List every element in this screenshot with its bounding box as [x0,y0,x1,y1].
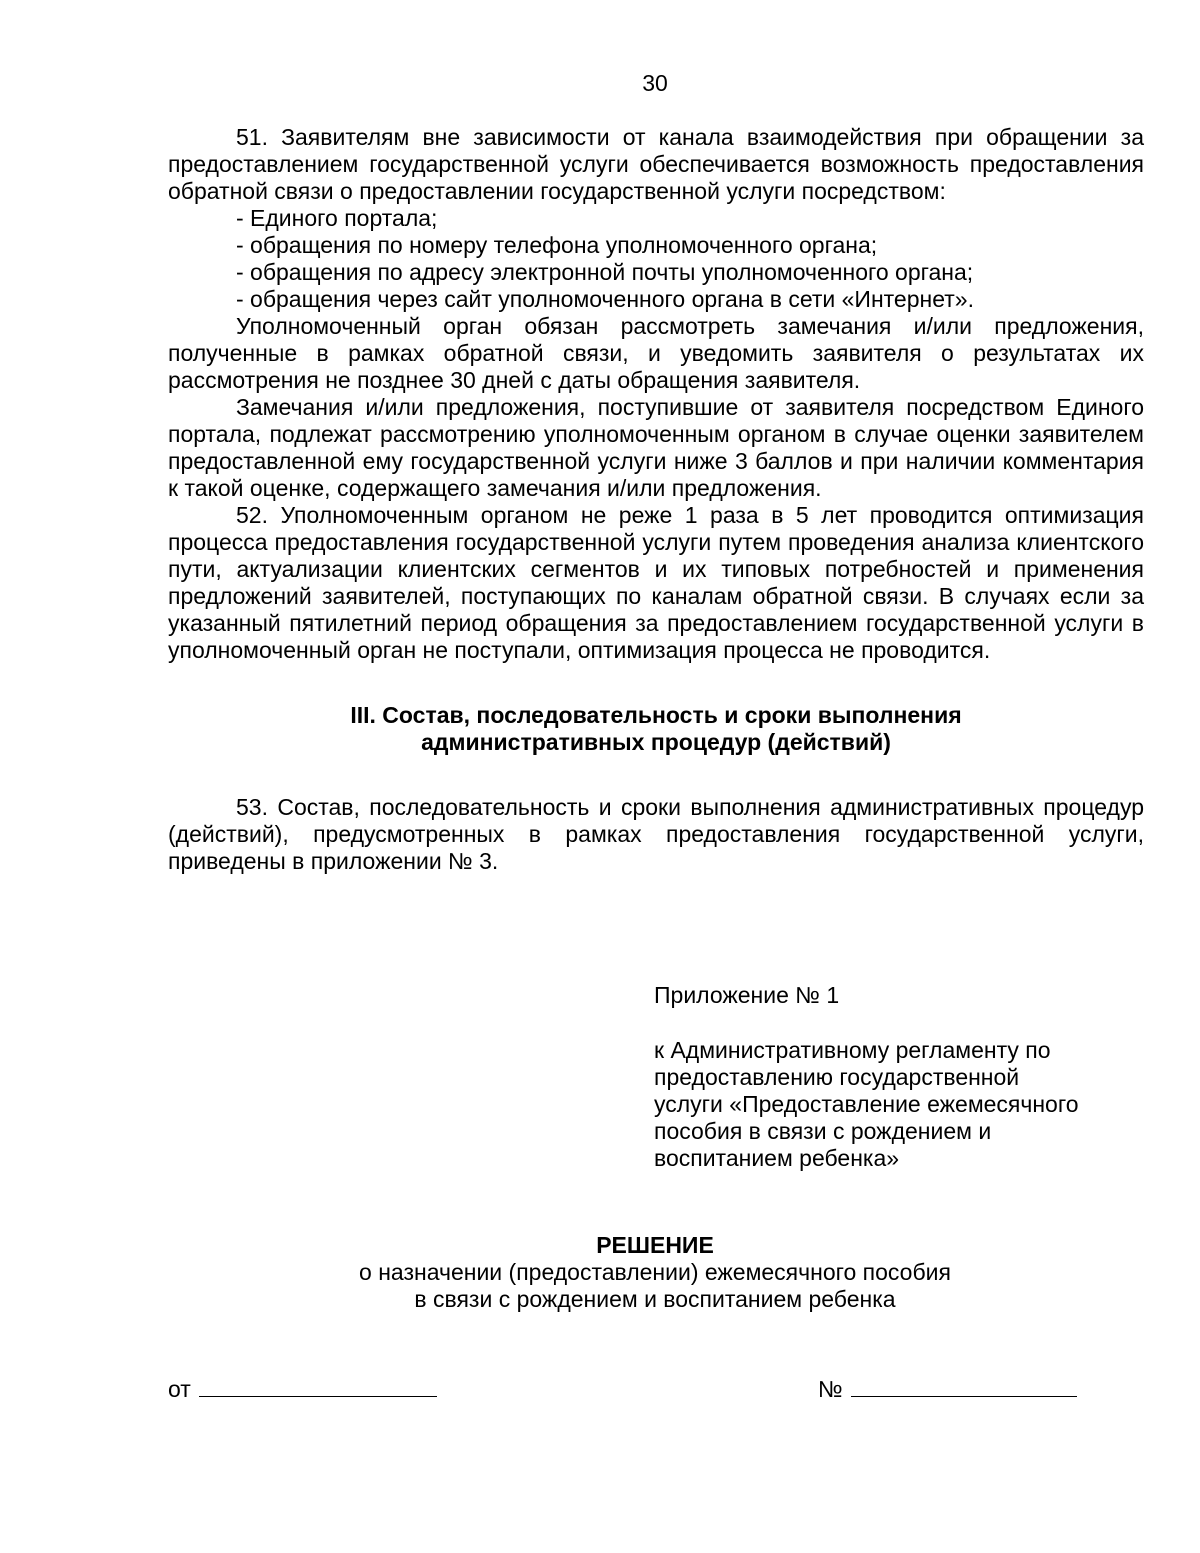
decision-header [0,1232,1200,1313]
page-number: 30 [642,70,668,96]
appendix-line: пособия в связи с рождением и [654,1118,992,1144]
number-blank-line[interactable] [851,1374,1077,1397]
date-field [168,1374,437,1403]
list-item: - обращения через сайт уполномоченного органа в сети «Интернет». [236,286,974,312]
decision-subtitle-line: о назначении (предоставлении) ежемесячного пособия [359,1259,951,1285]
appendix-title: Приложение № 1 [654,982,840,1008]
number-label: № [818,1376,843,1402]
section-heading-line: административных процедур (действий) [421,729,891,755]
paragraph-51: 51. Заявителям вне зависимости от канала взаимодействия при обращении за предоставлением государственной услуги обеспечивается возможность предоставления обратной связи о предоставлении государственной услуги посредством: [168,124,1144,204]
appendix-line: к Административному регламенту по [654,1037,1051,1063]
list-item: - Единого портала; [236,205,438,231]
paragraph-52: 52. Уполномоченным органом не реже 1 раза в 5 лет проводится оптимизация процесса предоставления государственной услуги путем проведения анализа клиентского пути, актуализации клиентских сегментов и их типовых потребностей и применения предложений заявителей, поступающих по каналам обратной связи. В случаях если за указанный пятилетний период обращения за предоставлением государственной услуги в уполномоченный орган не поступали, оптимизация процесса не проводится. [168,502,1144,663]
appendix-line: услуги «Предоставление ежемесячного [654,1091,1079,1117]
decision-title: РЕШЕНИЕ [596,1232,714,1258]
paragraph-53: 53. Состав, последовательность и сроки выполнения административных процедур (действий), предусмотренных в рамках предоставления государственной услуги, приведены в приложении № 3. [168,794,1144,874]
appendix-block [654,982,1144,1172]
decision-subtitle-line: в связи с рождением и воспитанием ребенка [414,1286,896,1312]
paragraph-51-remarks: Замечания и/или предложения, поступившие от заявителя посредством Единого портала, подлежат рассмотрению уполномоченным органом в случае оценки заявителем предоставленной ему государственной услуги ниже 3 баллов и при наличии комментария к такой оценке, содержащего замечания и/или предложения. [168,394,1144,501]
section-heading [168,702,1144,756]
appendix-line: воспитанием ребенка» [654,1145,900,1171]
list-item: - обращения по номеру телефона уполномоченного органа; [236,232,878,258]
section-heading-line: III. Состав, последовательность и сроки выполнения [350,702,962,728]
paragraph-51-review: Уполномоченный орган обязан рассмотреть замечания и/или предложения, полученные в рамках обратной связи, и уведомить заявителя о результатах их рассмотрения не позднее 30 дней с даты обращения заявителя. [168,313,1144,393]
appendix-line: предоставлению государственной [654,1064,1020,1090]
date-label: от [168,1376,191,1402]
number-field [818,1374,1077,1403]
date-blank-line[interactable] [199,1374,437,1397]
document-body [168,124,1144,875]
list-item: - обращения по адресу электронной почты уполномоченного органа; [236,259,974,285]
